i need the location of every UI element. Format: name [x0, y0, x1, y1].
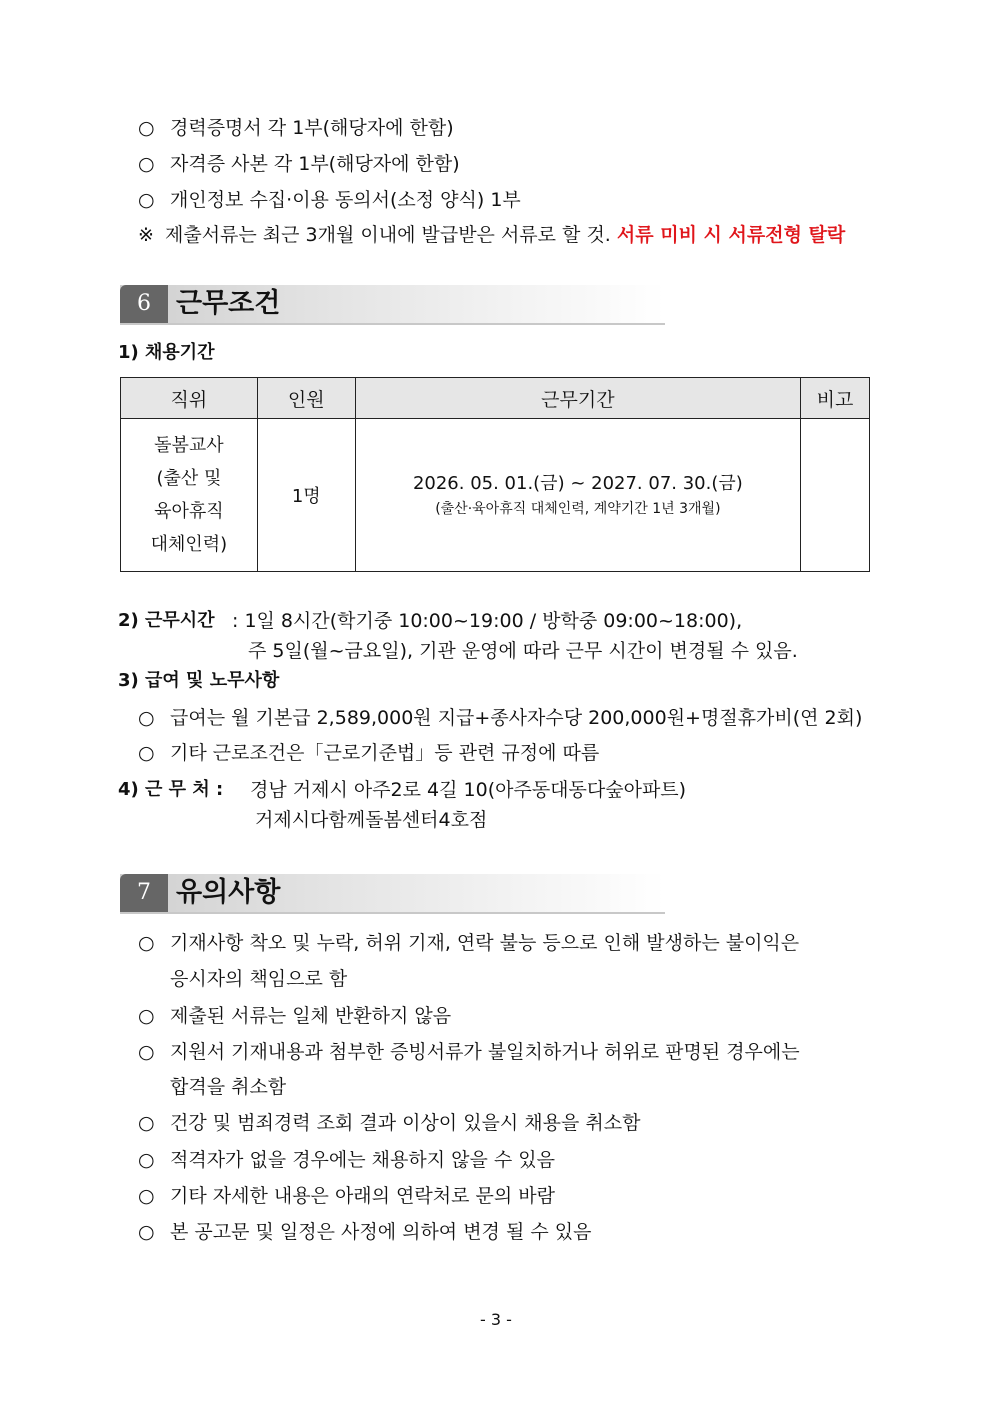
page-number: - 3 - [480, 1310, 512, 1329]
section-title: 유의사항 [176, 877, 281, 908]
bullet: ○ [138, 1221, 155, 1243]
doc-item: 자격증 사본 각 1부(해당자에 한함) [170, 153, 460, 175]
note-symbol: ※ [138, 224, 154, 246]
workplace-address: 경남 거제시 아주2로 4길 10(아주동대동다숲아파트) [250, 779, 687, 801]
doc-item: 경력증명서 각 1부(해당자에 한함) [170, 117, 454, 139]
header-note: 비고 [801, 378, 870, 419]
cell-period [355, 419, 800, 572]
position-line: 돌봄교사 [154, 435, 224, 456]
notice-item: 본 공고문 및 일정은 사정에 의하여 변경 될 수 있음 [170, 1221, 592, 1243]
doc-item: 개인정보 수집·이용 동의서(소정 양식) 1부 [170, 189, 521, 211]
header-period: 근무기간 [355, 378, 800, 419]
position-line: 대체인력) [150, 534, 228, 555]
docs-note-text: 제출서류는 최근 3개월 이내에 발급받은 서류로 할 것. [165, 224, 611, 246]
bullet: ○ [138, 189, 155, 211]
bullet: ○ [138, 1185, 155, 1207]
bullet: ○ [138, 117, 155, 139]
salary-item: 기타 근로조건은「근로기준법」등 관련 규정에 따름 [170, 742, 600, 764]
bullet: ○ [138, 153, 155, 175]
cell-note [801, 419, 870, 572]
section-7-header [120, 874, 665, 914]
bullet: ○ [138, 1041, 155, 1063]
notice-item: 적격자가 없을 경우에는 채용하지 않을 수 있음 [170, 1149, 555, 1171]
bullet: ○ [138, 707, 155, 729]
working-hours-line1: : 1일 8시간(학기중 10:00~19:00 / 방학중 09:00~18:00), [232, 610, 743, 632]
cell-position [121, 419, 258, 572]
notice-item: 제출된 서류는 일체 반환하지 않음 [170, 1005, 452, 1027]
subheading-working-hours: 2) 근무시간 [118, 610, 215, 631]
header-count: 인원 [257, 378, 355, 419]
section-number: 7 [120, 874, 168, 912]
section-title: 근무조건 [176, 288, 281, 319]
subheading-salary: 3) 급여 및 노무사항 [118, 670, 280, 691]
docs-note [165, 222, 845, 248]
working-hours-line2: 주 5일(월~금요일), 기관 운영에 따라 근무 시간이 변경될 수 있음. [248, 640, 798, 662]
bullet: ○ [138, 1149, 155, 1171]
subheading-workplace: 4) 근 무 처 : [118, 779, 224, 800]
notice-item: 건강 및 범죄경력 조회 결과 이상이 있을시 채용을 취소함 [170, 1112, 641, 1134]
employment-table [120, 377, 870, 572]
notice-item: 지원서 기재내용과 첨부한 증빙서류가 불일치하거나 허위로 판명된 경우에는 [170, 1041, 800, 1063]
notice-item: 기타 자세한 내용은 아래의 연락처로 문의 바람 [170, 1185, 555, 1207]
position-line: 육아휴직 [154, 501, 224, 522]
docs-note-warning: 서류 미비 시 서류전형 탈락 [616, 224, 846, 246]
period-sub: (출산·육아휴직 대체인력, 계약기간 1년 3개월) [435, 501, 721, 517]
period-main: 2026. 05. 01.(금) ~ 2027. 07. 30.(금) [412, 473, 743, 494]
cell-count: 1명 [257, 419, 355, 572]
section-6-header [120, 285, 665, 325]
notice-item-cont: 응시자의 책임으로 함 [170, 968, 348, 990]
salary-item: 급여는 월 기본급 2,589,000원 지급+종사자수당 200,000원+명절휴가비(연 2회) [170, 707, 863, 729]
notice-item-cont: 합격을 취소함 [170, 1076, 287, 1098]
position-line: (출산 및 [156, 468, 222, 489]
subheading-employment-period: 1) 채용기간 [118, 342, 215, 363]
table-row [121, 419, 870, 572]
workplace-name: 거제시다함께돌봄센터4호점 [255, 809, 488, 831]
header-position: 직위 [121, 378, 258, 419]
section-number: 6 [120, 285, 168, 323]
bullet: ○ [138, 742, 155, 764]
bullet: ○ [138, 1112, 155, 1134]
bullet: ○ [138, 1005, 155, 1027]
bullet: ○ [138, 932, 155, 954]
table-header-row [121, 378, 870, 419]
notice-item: 기재사항 착오 및 누락, 허위 기재, 연락 불능 등으로 인해 발생하는 불이익은 [170, 932, 800, 954]
